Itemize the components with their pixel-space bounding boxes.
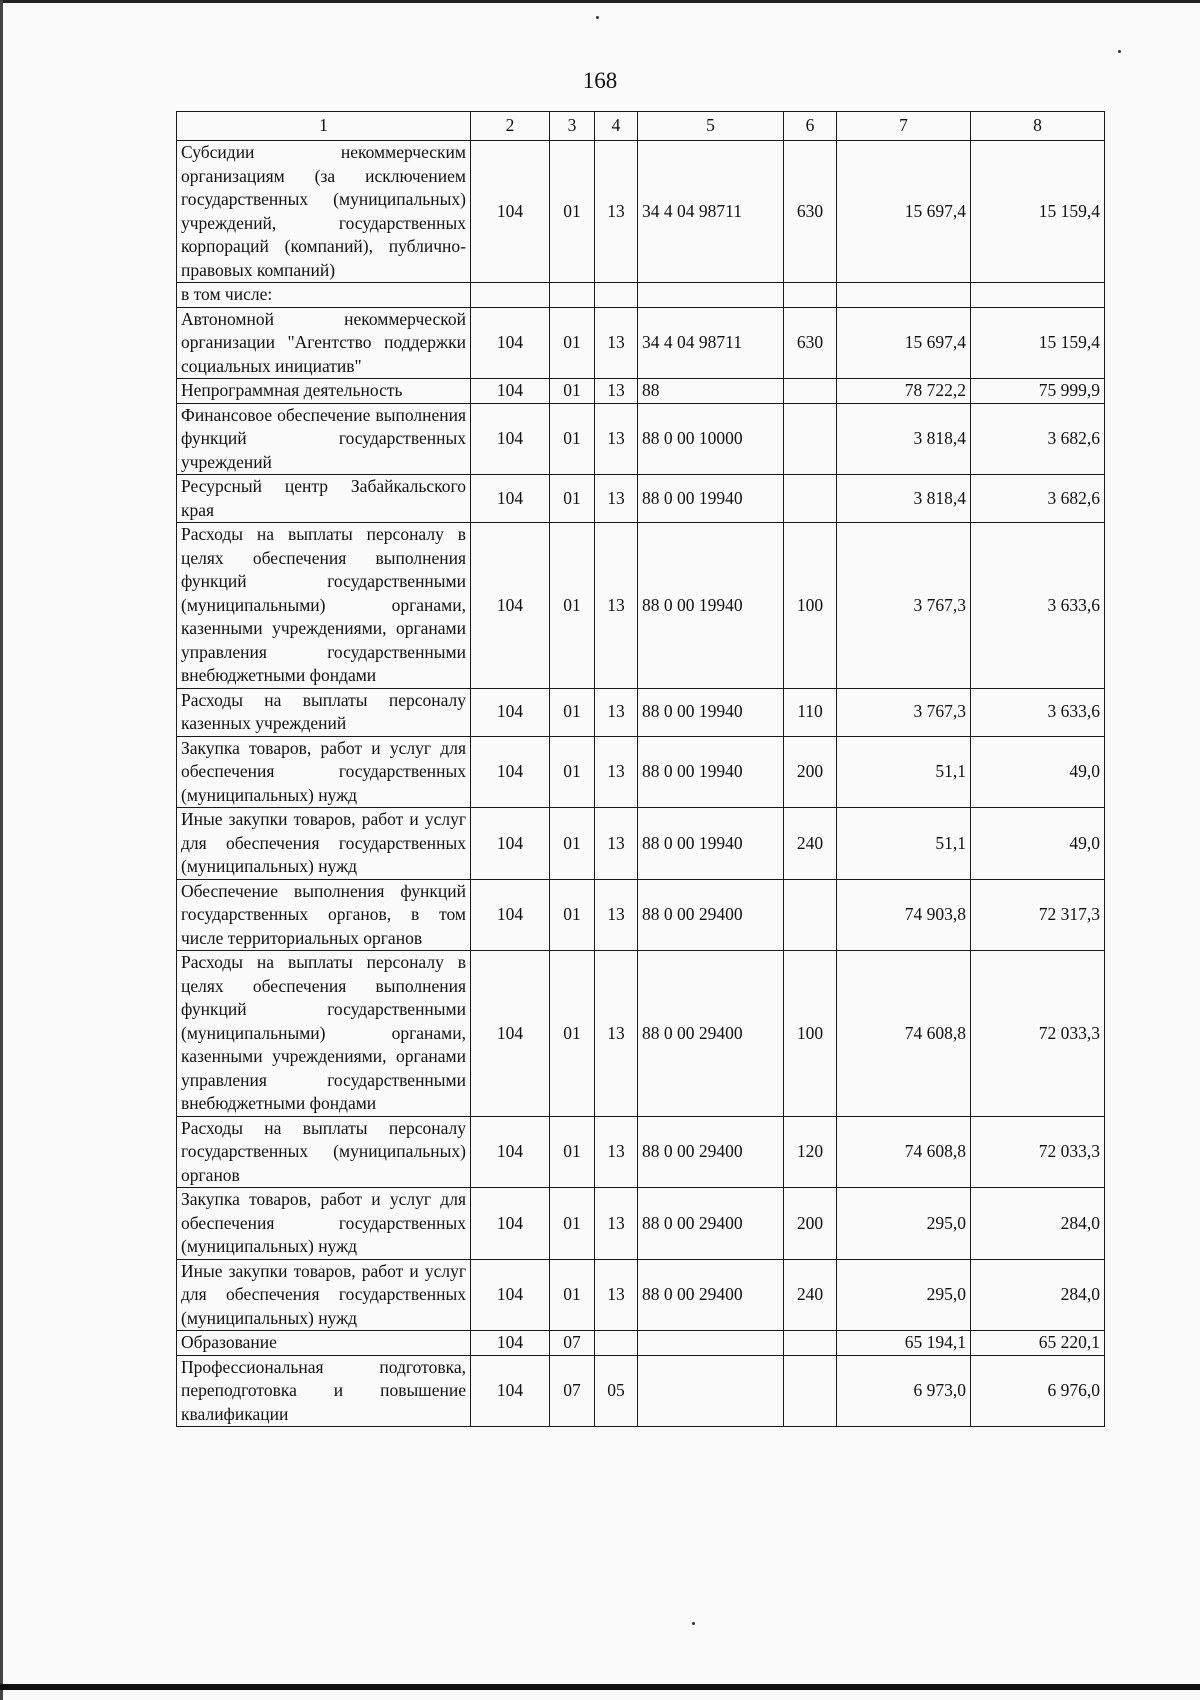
- code-subsection-cell: 13: [595, 379, 638, 404]
- code-subsection-cell: 13: [595, 688, 638, 736]
- scan-speck: [1118, 50, 1121, 53]
- amount-year1-cell: 15 697,4: [837, 141, 971, 283]
- code-target-cell: [638, 1355, 784, 1427]
- page-number: 168: [582, 68, 618, 93]
- code-target-cell: 88: [638, 379, 784, 404]
- code-section-cell: 01: [550, 403, 595, 475]
- code-subsection-cell: 05: [595, 1355, 638, 1427]
- code-subsection-cell: 13: [595, 808, 638, 880]
- code-target-cell: 88 0 00 19940: [638, 688, 784, 736]
- table-row: [177, 1116, 1105, 1188]
- table-row: [177, 141, 1105, 283]
- amount-year1-cell: [837, 283, 971, 308]
- row-name-cell: Расходы на выплаты персоналу казенных учреждений: [177, 688, 471, 736]
- code-expense-type-cell: 240: [784, 808, 837, 880]
- code-target-cell: 88 0 00 29400: [638, 879, 784, 951]
- code-subsection-cell: 13: [595, 951, 638, 1117]
- code-admin-cell: 104: [471, 523, 550, 689]
- amount-year1-cell: 15 697,4: [837, 307, 971, 379]
- code-target-cell: 88 0 00 10000: [638, 403, 784, 475]
- code-admin-cell: [471, 283, 550, 308]
- header-cell: 8: [971, 112, 1105, 141]
- code-section-cell: 07: [550, 1355, 595, 1427]
- header-cell: 2: [471, 112, 550, 141]
- table-row: [177, 1331, 1105, 1356]
- amount-year2-cell: 3 633,6: [971, 688, 1105, 736]
- code-target-cell: 88 0 00 29400: [638, 1188, 784, 1260]
- code-expense-type-cell: 240: [784, 1259, 837, 1331]
- code-target-cell: [638, 1331, 784, 1356]
- table-row: [177, 403, 1105, 475]
- amount-year2-cell: 6 976,0: [971, 1355, 1105, 1427]
- code-subsection-cell: 13: [595, 1116, 638, 1188]
- table-row: [177, 1188, 1105, 1260]
- code-section-cell: 01: [550, 688, 595, 736]
- table-row: [177, 688, 1105, 736]
- row-name-cell: Расходы на выплаты персоналу в целях обеспечения выполнения функций государственными (муниципальными) органами, казенными учреждениями, органами управления государственными внебюджетными фондами: [177, 523, 471, 689]
- scan-speck: [596, 16, 599, 19]
- amount-year2-cell: 284,0: [971, 1259, 1105, 1331]
- header-cell: 1: [177, 112, 471, 141]
- amount-year2-cell: [971, 283, 1105, 308]
- code-target-cell: 34 4 04 98711: [638, 141, 784, 283]
- code-target-cell: [638, 283, 784, 308]
- code-admin-cell: 104: [471, 736, 550, 808]
- code-subsection-cell: 13: [595, 403, 638, 475]
- amount-year1-cell: 295,0: [837, 1188, 971, 1260]
- table-row: [177, 879, 1105, 951]
- header-cell: 3: [550, 112, 595, 141]
- code-expense-type-cell: 120: [784, 1116, 837, 1188]
- code-section-cell: 01: [550, 523, 595, 689]
- table-row: [177, 379, 1105, 404]
- row-name-cell: Непрограммная деятельность: [177, 379, 471, 404]
- row-name-cell: Расходы на выплаты персоналу государственных (муниципальных) органов: [177, 1116, 471, 1188]
- code-subsection-cell: 13: [595, 307, 638, 379]
- amount-year2-cell: 15 159,4: [971, 141, 1105, 283]
- table-row: [177, 523, 1105, 689]
- code-section-cell: 01: [550, 879, 595, 951]
- amount-year2-cell: 3 633,6: [971, 523, 1105, 689]
- code-section-cell: 01: [550, 379, 595, 404]
- scan-speck: [692, 1622, 695, 1625]
- code-section-cell: [550, 283, 595, 308]
- code-section-cell: 01: [550, 951, 595, 1117]
- code-target-cell: 88 0 00 29400: [638, 1116, 784, 1188]
- amount-year1-cell: 295,0: [837, 1259, 971, 1331]
- row-name-cell: Финансовое обеспечение выполнения функций государственных учреждений: [177, 403, 471, 475]
- code-admin-cell: 104: [471, 688, 550, 736]
- code-expense-type-cell: 100: [784, 523, 837, 689]
- row-name-cell: Закупка товаров, работ и услуг для обеспечения государственных (муниципальных) нужд: [177, 736, 471, 808]
- code-admin-cell: 104: [471, 808, 550, 880]
- amount-year2-cell: 284,0: [971, 1188, 1105, 1260]
- amount-year2-cell: 3 682,6: [971, 403, 1105, 475]
- amount-year2-cell: 65 220,1: [971, 1331, 1105, 1356]
- amount-year1-cell: 3 767,3: [837, 688, 971, 736]
- code-subsection-cell: [595, 1331, 638, 1356]
- page-edge-top: [0, 0, 1200, 3]
- code-section-cell: 01: [550, 736, 595, 808]
- code-expense-type-cell: 630: [784, 307, 837, 379]
- row-name-cell: Закупка товаров, работ и услуг для обеспечения государственных (муниципальных) нужд: [177, 1188, 471, 1260]
- row-name-cell: Образование: [177, 1331, 471, 1356]
- row-name-cell: Расходы на выплаты персоналу в целях обеспечения выполнения функций государственными (муниципальными) органами, казенными учреждениями, органами управления государственными внебюджетными фондами: [177, 951, 471, 1117]
- code-admin-cell: 104: [471, 141, 550, 283]
- header-cell: 7: [837, 112, 971, 141]
- row-name-cell: Автономной некоммерческой организации "Агентство поддержки социальных инициатив": [177, 307, 471, 379]
- amount-year2-cell: 72 033,3: [971, 1116, 1105, 1188]
- code-target-cell: 88 0 00 29400: [638, 951, 784, 1117]
- table-row: [177, 307, 1105, 379]
- code-subsection-cell: 13: [595, 1259, 638, 1331]
- code-expense-type-cell: [784, 879, 837, 951]
- row-name-cell: Субсидии некоммерческим организациям (за исключением государственных (муниципальных) учреждений, государственных корпораций (компаний), публично-правовых компаний): [177, 141, 471, 283]
- code-admin-cell: 104: [471, 307, 550, 379]
- code-subsection-cell: 13: [595, 1188, 638, 1260]
- header-cell: 4: [595, 112, 638, 141]
- table-row: [177, 1355, 1105, 1427]
- code-expense-type-cell: [784, 1331, 837, 1356]
- amount-year1-cell: 65 194,1: [837, 1331, 971, 1356]
- amount-year2-cell: 15 159,4: [971, 307, 1105, 379]
- code-admin-cell: 104: [471, 1188, 550, 1260]
- amount-year2-cell: 49,0: [971, 808, 1105, 880]
- code-admin-cell: 104: [471, 1331, 550, 1356]
- table-row: [177, 808, 1105, 880]
- amount-year1-cell: 74 608,8: [837, 1116, 971, 1188]
- code-expense-type-cell: [784, 403, 837, 475]
- code-section-cell: 01: [550, 475, 595, 523]
- amount-year1-cell: 51,1: [837, 808, 971, 880]
- row-name-cell: Иные закупки товаров, работ и услуг для обеспечения государственных (муниципальных) нужд: [177, 1259, 471, 1331]
- header-cell: 5: [638, 112, 784, 141]
- amount-year1-cell: 78 722,2: [837, 379, 971, 404]
- row-name-cell: в том числе:: [177, 283, 471, 308]
- amount-year1-cell: 74 608,8: [837, 951, 971, 1117]
- amount-year2-cell: 72 317,3: [971, 879, 1105, 951]
- code-admin-cell: 104: [471, 1116, 550, 1188]
- table-header-row: [177, 112, 1105, 141]
- code-admin-cell: 104: [471, 1259, 550, 1331]
- amount-year1-cell: 6 973,0: [837, 1355, 971, 1427]
- code-expense-type-cell: [784, 475, 837, 523]
- amount-year2-cell: 3 682,6: [971, 475, 1105, 523]
- code-admin-cell: 104: [471, 1355, 550, 1427]
- code-target-cell: 88 0 00 29400: [638, 1259, 784, 1331]
- amount-year2-cell: 75 999,9: [971, 379, 1105, 404]
- code-target-cell: 88 0 00 19940: [638, 808, 784, 880]
- amount-year1-cell: 3 818,4: [837, 475, 971, 523]
- code-admin-cell: 104: [471, 379, 550, 404]
- code-section-cell: 01: [550, 307, 595, 379]
- code-section-cell: 01: [550, 141, 595, 283]
- code-section-cell: 07: [550, 1331, 595, 1356]
- code-expense-type-cell: [784, 283, 837, 308]
- amount-year2-cell: 72 033,3: [971, 951, 1105, 1117]
- code-subsection-cell: [595, 283, 638, 308]
- header-cell: 6: [784, 112, 837, 141]
- code-expense-type-cell: 200: [784, 1188, 837, 1260]
- page-edge-left: [0, 0, 3, 1700]
- table-row: [177, 475, 1105, 523]
- code-target-cell: 88 0 00 19940: [638, 475, 784, 523]
- code-expense-type-cell: 100: [784, 951, 837, 1117]
- amount-year1-cell: 3 767,3: [837, 523, 971, 689]
- code-subsection-cell: 13: [595, 141, 638, 283]
- code-admin-cell: 104: [471, 951, 550, 1117]
- code-section-cell: 01: [550, 1116, 595, 1188]
- row-name-cell: Профессиональная подготовка, переподготовка и повышение квалификации: [177, 1355, 471, 1427]
- table-row: [177, 736, 1105, 808]
- table-row: [177, 951, 1105, 1117]
- code-subsection-cell: 13: [595, 475, 638, 523]
- table-row: [177, 1259, 1105, 1331]
- code-expense-type-cell: [784, 1355, 837, 1427]
- code-admin-cell: 104: [471, 879, 550, 951]
- code-expense-type-cell: [784, 379, 837, 404]
- code-section-cell: 01: [550, 808, 595, 880]
- code-target-cell: 34 4 04 98711: [638, 307, 784, 379]
- row-name-cell: Иные закупки товаров, работ и услуг для обеспечения государственных (муниципальных) нужд: [177, 808, 471, 880]
- code-section-cell: 01: [550, 1188, 595, 1260]
- code-admin-cell: 104: [471, 403, 550, 475]
- code-subsection-cell: 13: [595, 523, 638, 689]
- code-admin-cell: 104: [471, 475, 550, 523]
- code-expense-type-cell: 110: [784, 688, 837, 736]
- row-name-cell: Ресурсный центр Забайкальского края: [177, 475, 471, 523]
- row-name-cell: Обеспечение выполнения функций государственных органов, в том числе территориальных органов: [177, 879, 471, 951]
- code-section-cell: 01: [550, 1259, 595, 1331]
- amount-year2-cell: 49,0: [971, 736, 1105, 808]
- amount-year1-cell: 3 818,4: [837, 403, 971, 475]
- code-expense-type-cell: 200: [784, 736, 837, 808]
- page-edge-bottom: [0, 1684, 1200, 1690]
- code-subsection-cell: 13: [595, 879, 638, 951]
- budget-table: [176, 111, 1105, 1427]
- code-target-cell: 88 0 00 19940: [638, 736, 784, 808]
- amount-year1-cell: 74 903,8: [837, 879, 971, 951]
- table-row: [177, 283, 1105, 308]
- code-expense-type-cell: 630: [784, 141, 837, 283]
- code-subsection-cell: 13: [595, 736, 638, 808]
- code-target-cell: 88 0 00 19940: [638, 523, 784, 689]
- amount-year1-cell: 51,1: [837, 736, 971, 808]
